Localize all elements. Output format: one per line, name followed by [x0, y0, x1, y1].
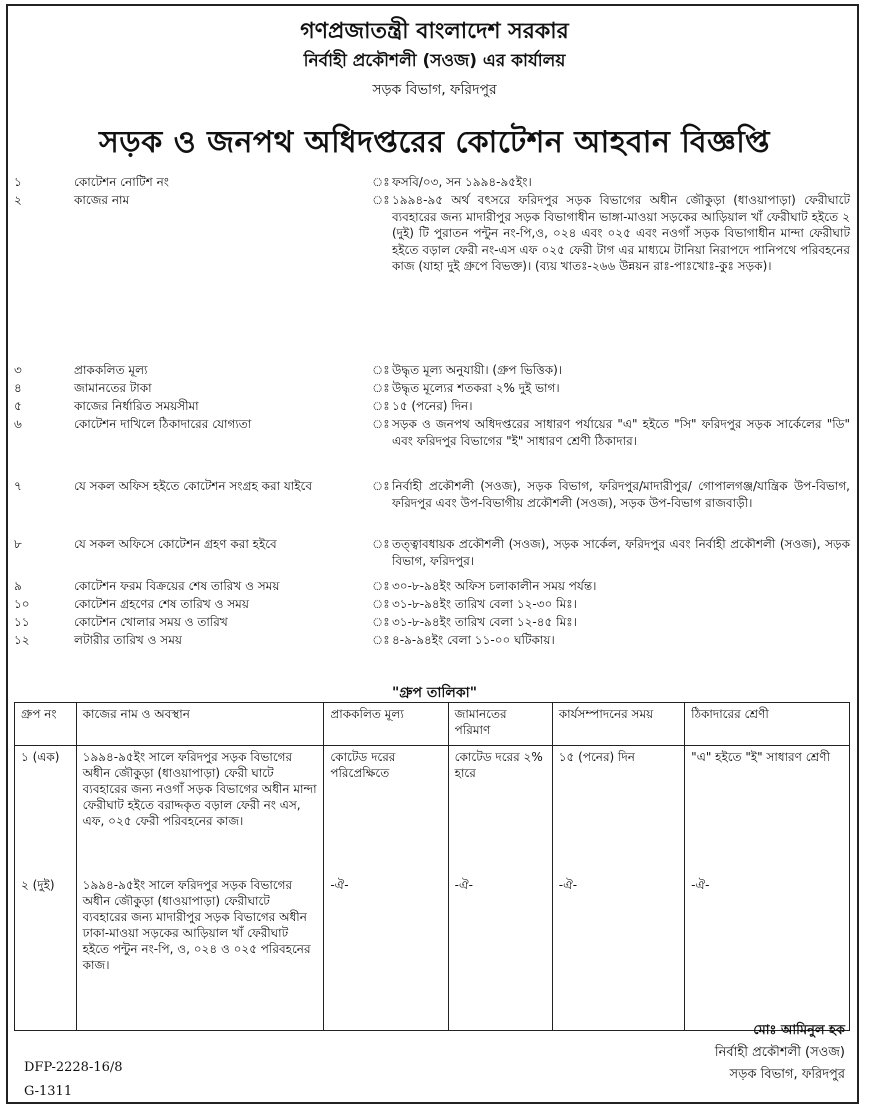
item-colon: ঃ: [372, 615, 390, 629]
item-colon: ঃ: [372, 417, 390, 431]
notice-item: [14, 596, 850, 614]
division-heading: সড়ক বিভাগ, ফরিদপুর: [372, 82, 497, 98]
item-number: ১০: [14, 597, 30, 611]
notice-item: [14, 362, 850, 380]
cell-security-amount: কোটেড দরের ২% হারে: [448, 746, 552, 875]
signatory-designation: নির্বাহী প্রকৌশলী (সওজ): [714, 1045, 845, 1060]
item-label: কাজের নাম: [74, 193, 130, 207]
group-table: [14, 702, 850, 1031]
table-row: [15, 746, 850, 875]
item-colon: ঃ: [372, 597, 390, 611]
item-value: উদ্ধৃত মূল্যের শতকরা ২% দুই ভাগ।: [392, 381, 560, 395]
item-number: ৪: [14, 381, 22, 395]
cell-work-name: ১৯৯৪-৯৫ইং সালে ফরিদপুর সড়ক বিভাগের অধীন জৌকুড়া (ধাওয়াপাড়া) ফেরী ঘাটে ব্যবহারের জন্য নওগাঁ সড়ক বিভাগের অধীন মান্দা ফেরীঘাট হইতে বরাদ্দকৃত বড়াল ফেরী নং এস, এফ, ০২৫ ফেরী পরিবহনের কাজ।: [76, 746, 324, 875]
item-label: যে সকল অফিসে কোটেশন গ্রহণ করা হইবে: [74, 537, 277, 551]
item-value: ৪-৯-৯৪ইং বেলা ১১-০০ ঘটিকায়।: [392, 633, 555, 647]
item-value: উদ্ধৃত মূল্য অনুযায়ী। (গ্রুপ ভিত্তিক)।: [392, 363, 563, 377]
signatory-name: মোঃ আমিনুল হক: [753, 1023, 845, 1038]
item-colon: ঃ: [372, 363, 390, 377]
cell-security-amount: -ঐ-: [448, 874, 552, 1031]
header-security-amount: জামানতের পরিমাণ: [448, 703, 552, 746]
cell-contractor-class: "এ" হইতে "ই" সাধারণ শ্রেণী: [685, 746, 850, 875]
header-estimated-value: প্রাককলিত মূল্য: [324, 703, 448, 746]
item-number: ৬: [14, 417, 22, 431]
header-group-no: গ্রুপ নং: [15, 703, 77, 746]
item-number: ৯: [14, 579, 22, 593]
item-number: ১১: [14, 615, 30, 629]
item-number: ৭: [14, 479, 22, 493]
government-heading: গণপ্রজাতন্ত্রী বাংলাদেশ সরকার: [300, 19, 569, 44]
notice-item: [14, 578, 850, 596]
notice-item: [14, 614, 850, 632]
dfp-reference: DFP-2228-16/8: [24, 1060, 123, 1075]
group-list-title: "গ্রুপ তালিকা": [391, 685, 478, 701]
item-number: ১: [14, 175, 22, 189]
item-colon: ঃ: [372, 381, 390, 395]
item-value: ১৯৯৪-৯৫ অর্থ বৎসরে ফরিদপুর সড়ক বিভাগের অধীন জৌকুড়া (ধাওয়াপাড়া) ফেরীঘাটে ব্যবহারের জন্য মাদারীপুর সড়ক বিভাগাধীন ভাঙ্গা-মাওয়া সড়কের আড়িয়াল খাঁ ফেরীঘাট হইতে ২ (দুই) টি পুরাতন পন্টুন নং-পি,ও, ০২৪ এবং ০২৫ এবং নওগাঁ সড়ক বিভাগাধীন মান্দা ফেরীঘাট হইতে বড়াল ফেরী নং-এস এফ ০২৫ ফেরী টাগ এর মাধ্যমে টানিয়া নিরাপদে পানিপথে পরিবহনের কাজ (যাহা দুই গ্রুপে বিভক্ত)। (ব্যয় খাতঃ-২৬৬ উন্নয়ন রাঃ-পাঃখোঃ-কুঃ সড়ক)।: [392, 193, 850, 273]
item-number: ২: [14, 193, 22, 207]
item-value: ৩০-৮-৯৪ইং অফিস চলাকালীন সময় পর্যন্ত।: [392, 579, 597, 593]
office-heading: নির্বাহী প্রকৌশলী (সওজ) এর কার্যালয়: [303, 51, 566, 71]
cell-work-name: ১৯৯৪-৯৫ইং সালে ফরিদপুর সড়ক বিভাগের অধীন জৌকুড়া (ধাওয়াপাড়া) ফেরীঘাটে ব্যবহারের জন্য মাদারীপুর সড়ক বিভাগের অধীন ঢাকা-মাওয়া সড়কের আড়িয়াল খাঁ ফেরীঘাট হইতে পন্টুন নং-পি, ও, ০২৪ ও ০২৫ পরিবহনের কাজ।: [76, 874, 324, 1031]
cell-contractor-class: -ঐ-: [685, 874, 850, 1031]
notice-item: [14, 536, 850, 578]
cell-estimated-value: -ঐ-: [324, 874, 448, 1031]
group-table-header: [15, 703, 850, 746]
item-colon: ঃ: [372, 175, 390, 189]
g-reference: G-1311: [24, 1084, 73, 1099]
notice-item: [14, 380, 850, 398]
reference-block: [24, 1056, 123, 1104]
item-label: যে সকল অফিস হইতে কোটেশন সংগ্রহ করা যাইবে: [74, 479, 313, 493]
item-label: কোটেশন খোলার সময় ও তারিখ: [74, 615, 228, 629]
item-number: ৩: [14, 363, 22, 377]
table-row: [15, 874, 850, 1031]
notice-item: [14, 478, 850, 536]
notice-title: সড়ক ও জনপথ অধিদপ্তরের কোটেশন আহবান বিজ্ঞপ্তি: [98, 125, 771, 160]
notice-item: [14, 192, 850, 362]
item-colon: ঃ: [372, 193, 390, 207]
item-label: প্রাককলিত মূল্য: [74, 363, 148, 377]
item-label: কোটেশন ফরম বিক্রয়ের শেষ তারিখ ও সময়: [74, 579, 280, 593]
header-work-name: কাজের নাম ও অবস্থান: [76, 703, 324, 746]
cell-completion-time: -ঐ-: [552, 874, 684, 1031]
header-contractor-class: ঠিকাদারের শ্রেণী: [685, 703, 850, 746]
notice-item: [14, 632, 850, 650]
item-value: সড়ক ও জনপথ অধিদপ্তরের সাধারণ পর্যায়ের "এ" হইতে "সি" ফরিদপুর সড়ক সার্কেলের "ডি" এবং ফরিদপুর বিভাগের "ই" সাধারণ শ্রেণী ঠিকাদার।: [392, 417, 850, 448]
notice-items: [14, 174, 850, 650]
item-value: ১৫ (পনের) দিন।: [392, 399, 473, 413]
item-label: কোটেশন গ্রহণের শেষ তারিখ ও সময়: [74, 597, 249, 611]
item-value: নির্বাহী প্রকৌশলী (সওজ), সড়ক বিভাগ, ফরিদপুর/মাদারীপুর/ গোপালগঞ্জ/যান্ত্রিক উপ-বিভাগ, ফরিদপুর এবং উপ-বিভাগীয় প্রকৌশলী (সওজ), সড়ক উপ-বিভাগ রাজবাড়ী।: [392, 479, 850, 510]
item-colon: ঃ: [372, 633, 390, 647]
signature-block: [715, 1020, 845, 1086]
item-colon: ঃ: [372, 537, 390, 551]
item-number: ১২: [14, 633, 30, 647]
item-label: কোটেশন দাখিলে ঠিকাদারের যোগ্যতা: [74, 417, 252, 431]
item-value: তত্ত্বাবধায়ক প্রকৌশলী (সওজ), সড়ক সার্কেল, ফরিদপুর এবং নির্বাহী প্রকৌশলী (সওজ), সড়ক বিভাগ, ফরিদপুর।: [392, 537, 850, 568]
item-label: লটারীর তারিখ ও সময়: [74, 633, 182, 647]
cell-group-no: ১ (এক): [15, 746, 77, 875]
notice-item: [14, 416, 850, 478]
notice-item: [14, 174, 850, 192]
item-number: ৮: [14, 537, 22, 551]
cell-completion-time: ১৫ (পনের) দিন: [552, 746, 684, 875]
item-colon: ঃ: [372, 399, 390, 413]
header-completion-time: কার্যসম্পাদনের সময়: [552, 703, 684, 746]
item-label: কোটেশন নোটিশ নং: [74, 175, 169, 189]
cell-estimated-value: কোটেড দরের পরিপ্রেক্ষিতে: [324, 746, 448, 875]
item-colon: ঃ: [372, 579, 390, 593]
item-value: ৩১-৮-৯৪ইং তারিখ বেলা ১২-৪৫ মিঃ।: [392, 615, 577, 629]
item-number: ৫: [14, 399, 22, 413]
cell-group-no: ২ (দুই): [15, 874, 77, 1031]
item-colon: ঃ: [372, 479, 390, 493]
item-label: কাজের নির্ধারিত সময়সীমা: [74, 399, 199, 413]
signatory-office: সড়ক বিভাগ, ফরিদপুর: [729, 1067, 845, 1082]
item-label: জামানতের টাকা: [74, 381, 152, 395]
item-value: ৩১-৮-৯৪ইং তারিখ বেলা ১২-৩০ মিঃ।: [392, 597, 577, 611]
item-value: ফসবি/০৩, সন ১৯৯৪-৯৫ইং।: [392, 175, 532, 189]
notice-item: [14, 398, 850, 416]
